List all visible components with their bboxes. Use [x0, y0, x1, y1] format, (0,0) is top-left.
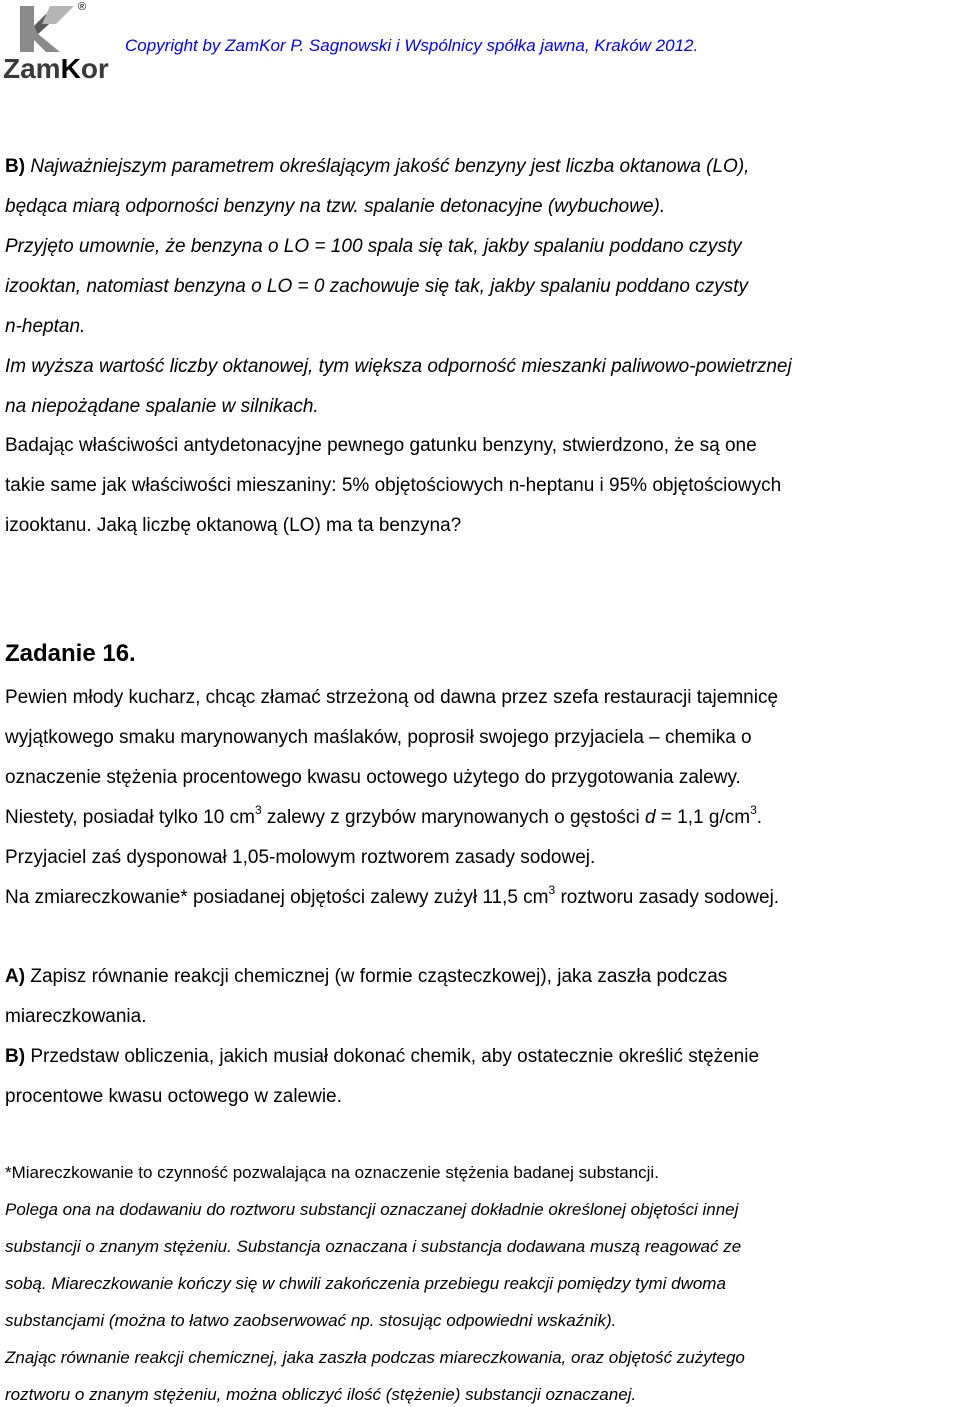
- footnote-line-2: Polega ona na dodawaniu do roztworu substancji oznaczanej dokładnie określonej objętości innej: [5, 1200, 739, 1219]
- task-16-part-a-line-1: A) Zapisz równanie reakcji chemicznej (w formie cząsteczkowej), jaka zaszła podczas: [5, 966, 728, 987]
- part-b2-label: B): [5, 1046, 26, 1067]
- part-b-line-2: będąca miarą odporności benzyny na tzw. spalanie detonacyjne (wybuchowe).: [5, 196, 666, 217]
- registered-mark: ®: [78, 1, 87, 13]
- footnote-line-6: Znając równanie reakcji chemicznej, jaka zaszła podczas miareczkowania, oraz objętość zużytego: [5, 1348, 745, 1367]
- footnote-line-3: substancji o znanym stężeniu. Substancja oznaczana i substancja dodawana muszą reagować ze: [5, 1237, 742, 1256]
- part-b-line-1: B) Najważniejszym parametrem określającym jakość benzyny jest liczba oktanowa (LO),: [5, 156, 750, 177]
- task-16-part-a-line-2: miareczkowania.: [5, 1006, 147, 1027]
- task-16-line-4: Niestety, posiadał tylko 10 $cm^3$ zalewy z grzybów marynowanych o gęstości d = 1,1 $g/cm^3$.: [5, 803, 763, 828]
- copyright-notice: Copyright by ZamKor P. Sagnowski i Wspólnicy spółka jawna, Kraków 2012.: [125, 36, 699, 55]
- logo-wordmark: ZamKor: [3, 53, 109, 84]
- footnote-line-4: sobą. Miareczkowanie kończy się w chwili zakończenia przebiegu reakcji pomiędzy tymi dwoma: [5, 1274, 726, 1293]
- task-16-part-b-line-2: procentowe kwasu octowego w zalewie.: [5, 1086, 342, 1107]
- task-16-part-b-line-1: B) Przedstaw obliczenia, jakich musiał dokonać chemik, aby ostatecznie określić stężenie: [5, 1046, 760, 1067]
- footnote-line-1: *Miareczkowanie to czynność pozwalająca na oznaczenie stężenia badanej substancji.: [5, 1163, 659, 1182]
- task-16-line-2: wyjątkowego smaku marynowanych maślaków, poprosił swojego przyjaciela – chemika o: [5, 727, 752, 748]
- task-16-line-5: Przyjaciel zaś dysponował 1,05-molowym roztworem zasady sodowej.: [5, 847, 596, 868]
- task-16-title: Zadanie 16.: [5, 640, 136, 667]
- part-b-line-5: n-heptan.: [5, 316, 86, 337]
- part-b-line-4: izooktan, natomiast benzyna o LO = 0 zachowuje się tak, jakby spalaniu poddano czysty: [5, 276, 749, 297]
- part-a-label: A): [5, 966, 26, 987]
- task-16-line-1: Pewien młody kucharz, chcąc złamać strzeżoną od dawna przez szefa restauracji tajemnicę: [5, 687, 779, 708]
- part-b-line-7: na niepożądane spalanie w silnikach.: [5, 396, 319, 417]
- footnote-line-5: substancjami (można to łatwo zaobserwować np. stosując odpowiedni wskaźnik).: [5, 1311, 617, 1330]
- part-b-line-10: izooktanu. Jaką liczbę oktanową (LO) ma ta benzyna?: [5, 515, 462, 536]
- page-header: [0, 0, 960, 90]
- zamkor-logo-icon: [16, 4, 80, 54]
- task-16-line-3: oznaczenie stężenia procentowego kwasu octowego użytego do przygotowania zalewy.: [5, 767, 741, 788]
- task-16-line-6: Na zmiareczkowanie* posiadanej objętości zalewy zużył 11,5 $cm^3$ roztworu zasady sodowej.: [5, 883, 780, 908]
- part-b-label: B): [5, 156, 26, 177]
- part-b-line-9: takie same jak właściwości mieszaniny: 5% objętościowych n-heptanu i 95% objętościowych: [5, 475, 782, 496]
- part-b-line-3: Przyjęto umownie, że benzyna o LO = 100 spala się tak, jakby spalaniu poddano czysty: [5, 236, 742, 257]
- footnote-line-7: roztworu o znanym stężeniu, można obliczyć ilość (stężenie) substancji oznaczanej.: [5, 1385, 637, 1404]
- part-b-line-6: Im wyższa wartość liczby oktanowej, tym większa odporność mieszanki paliwowo-powietrznej: [5, 356, 792, 377]
- part-b-line-8: Badając właściwości antydetonacyjne pewnego gatunku benzyny, stwierdzono, że są one: [5, 435, 757, 456]
